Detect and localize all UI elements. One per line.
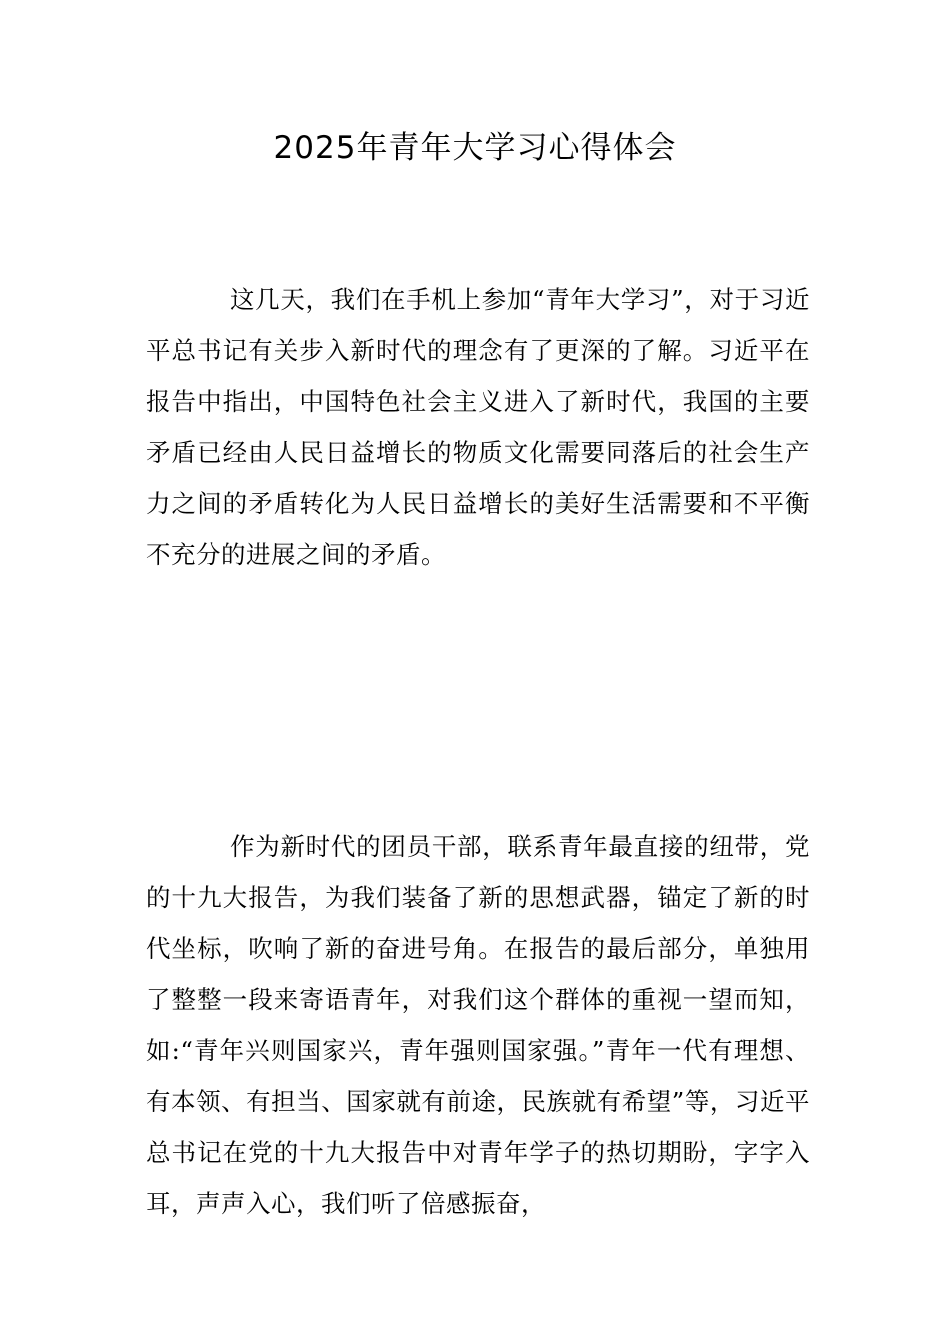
paragraph-2: 作为新时代的团员干部，联系青年最直接的纽带，党的十九大报告，为我们装备了新的思想武器，锚定了新的时代坐标，吹响了新的奋进号角。在报告的最后部分，单独用了整整一段来寄语青年，对我们这个群体的重视一望而知，如:“青年兴则国家兴，青年强则国家强。”青年一代有理想、有本领、有担当、国家就有前途，民族就有希望”等，习近平总书记在党的十九大报告中对青年学子的热切期盼，字字入耳，声声入心，我们听了倍感振奋， [146,832,810,1218]
document-title: 2025年青年大学习心得体会 [273,130,677,166]
paragraph-1: 这几天，我们在手机上参加“青年大学习”，对于习近平总书记有关步入新时代的理念有了更深的了解。习近平在报告中指出，中国特色社会主义进入了新时代，我国的主要矛盾已经由人民日益增长的物质文化需要同落后的社会生产力之间的矛盾转化为人民日益增长的美好生活需要和不平衡不充分的进展之间的矛盾。 [146,285,810,569]
